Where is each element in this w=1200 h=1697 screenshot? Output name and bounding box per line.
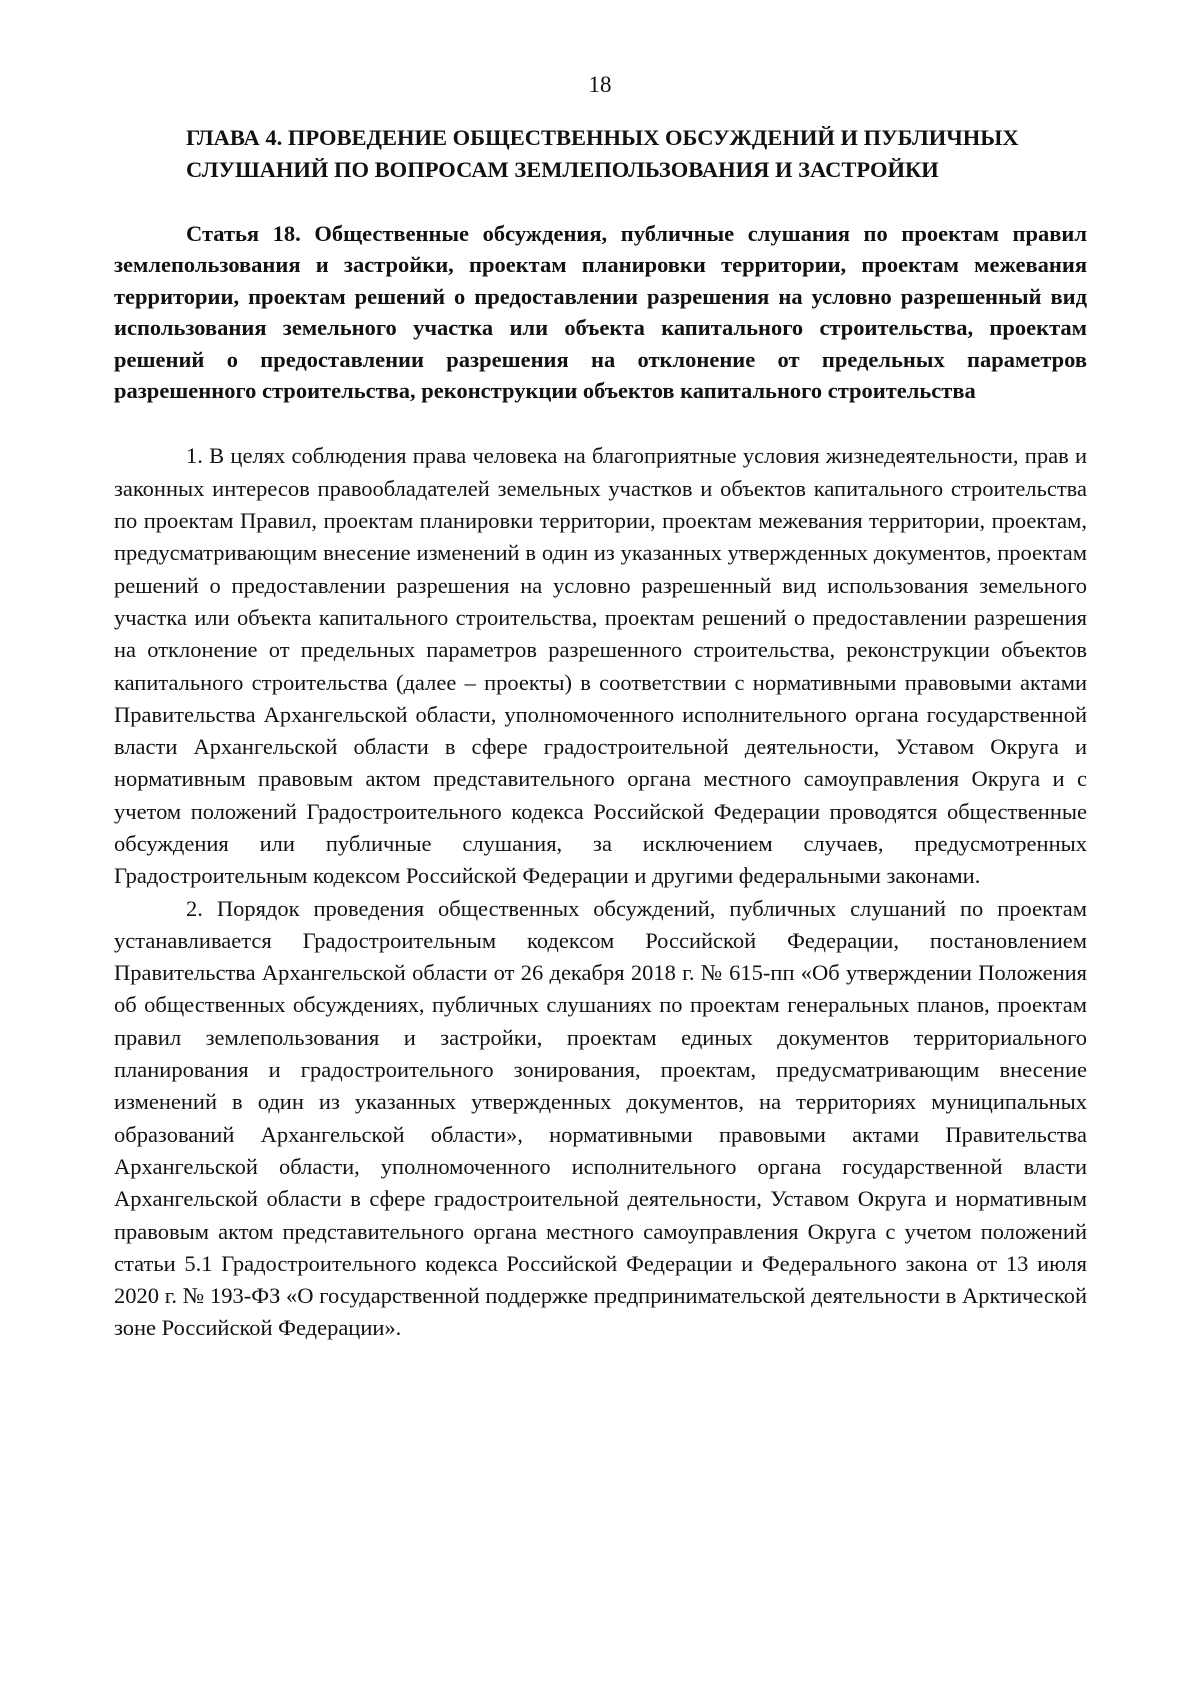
article-title: Статья 18. Общественные обсуждения, публичные слушания по проектам правил землепользования и застройки, проектам планировки территории, проектам межевания территории, проектам решений о предоставлении разрешения на условно разрешенный вид использования земельного участка или объекта капитального строительства, проектам решений о предоставлении разрешения на отклонение от предельных параметров разрешенного строительства, реконструкции объектов капитального строительства: [114, 221, 1087, 404]
paragraph-1: 1. В целях соблюдения права человека на благоприятные условия жизнедеятельности, прав и законных интересов правообладателей земельных участков и объектов капитального строительства по проектам Правил, проектам планировки территории, проектам межевания территории, проектам, предусматривающим внесение изменений в один из указанных утвержденных документов, проектам решений о предоставлении разрешения на условно разрешенный вид использования земельного участка или объекта капитального строительства, проектам решений о предоставлении разрешения на отклонение от предельных параметров разрешенного строительства, реконструкции объектов капитального строительства (далее – проекты) в соответствии с нормативными правовыми актами Правительства Архангельской области, уполномоченного исполнительного органа государственной власти Архангельской области в сфере градостроительной деятельности, Уставом Округа и нормативным правовым актом представительного органа местного самоуправления Округа и с учетом положений Градостроительного кодекса Российской Федерации проводятся общественные обсуждения или публичные слушания, за исключением случаев, предусмотренных Градостроительным кодексом Российской Федерации и другими федеральными законами.: [114, 443, 1087, 889]
page-number: 18: [588, 72, 612, 97]
paragraph-2: 2. Порядок проведения общественных обсуждений, публичных слушаний по проектам устанавливается Градостроительным кодексом Российской Федерации, постановлением Правительства Архангельской области от 26 декабря 2018 г. № 615-пп «Об утверждении Положения об общественных обсуждениях, публичных слушаниях по проектам генеральных планов, проектам правил землепользования и застройки, проектам единых документов территориального планирования и градостроительного зонирования, проектам, предусматривающим внесение изменений в один из указанных утвержденных документов, на территориях муниципальных образований Архангельской области», нормативными правовыми актами Правительства Архангельской области, уполномоченного исполнительного органа государственной власти Архангельской области в сфере градостроительной деятельности, Уставом Округа и нормативным правовым актом представительного органа местного самоуправления Округа с учетом положений статьи 5.1 Градостроительного кодекса Российской Федерации и Федерального закона от 13 июля 2020 г. № 193-ФЗ «О государственной поддержке предпринимательской деятельности в Арктической зоне Российской Федерации».: [114, 895, 1087, 1341]
chapter-title: ГЛАВА 4. ПРОВЕДЕНИЕ ОБЩЕСТВЕННЫХ ОБСУЖДЕНИЙ И ПУБЛИЧНЫХ СЛУШАНИЙ ПО ВОПРОСАМ ЗЕМЛЕПОЛЬЗОВАНИЯ И ЗАСТРОЙКИ: [186, 125, 1019, 182]
document-body: [114, 122, 1087, 1345]
